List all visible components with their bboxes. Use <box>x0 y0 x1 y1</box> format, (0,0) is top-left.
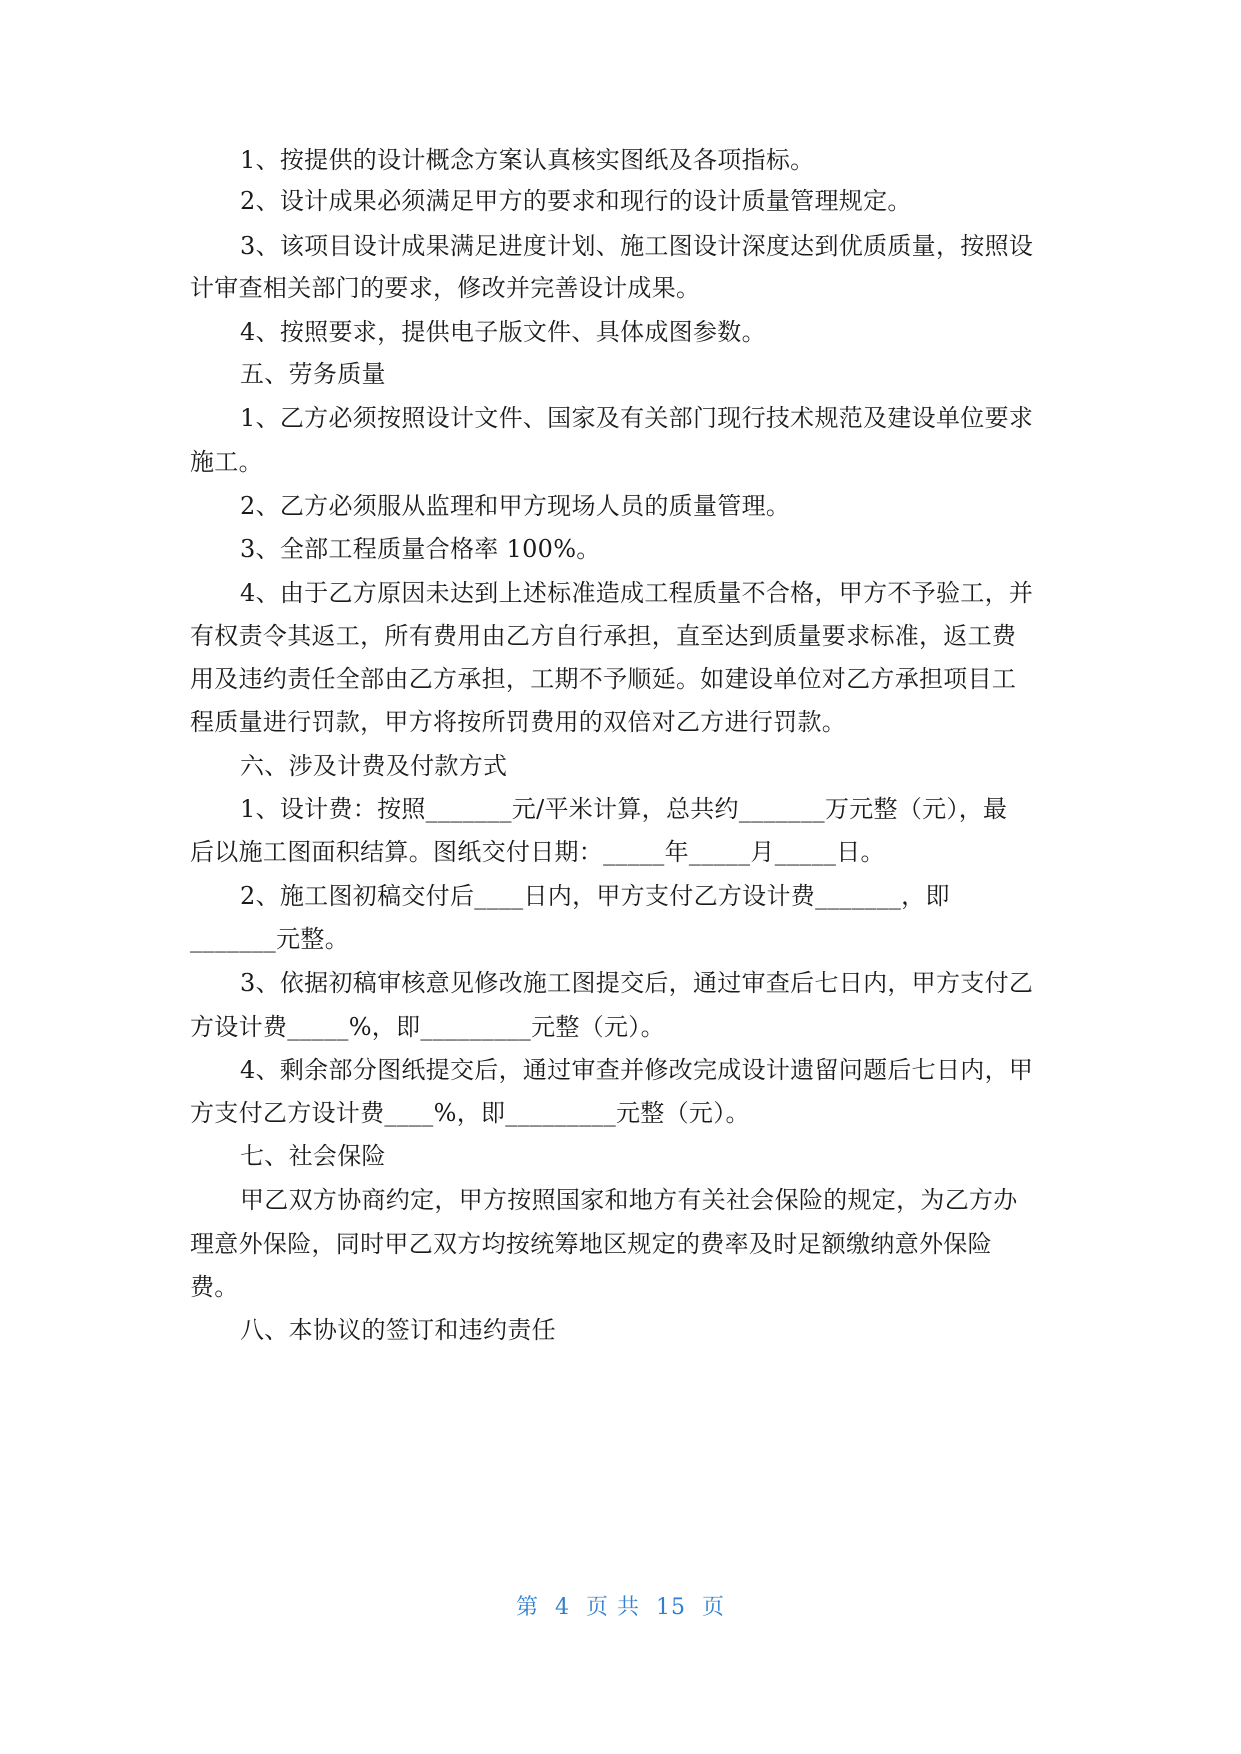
page-number-footer: 第 4 页 共 15 页 <box>516 1595 725 1620</box>
section-heading: 五、劳务质量 <box>240 360 386 388</box>
paragraph-line: 用及违约责任全部由乙方承担，工期不予顺延。如建设单位对乙方承担项目工 <box>190 665 1017 693</box>
paragraph-line: 4、由于乙方原因未达到上述标准造成工程质量不合格，甲方不予验工，并 <box>240 579 1034 607</box>
paragraph-line: 3、依据初稿审核意见修改施工图提交后，通过审查后七日内，甲方支付乙 <box>240 969 1034 997</box>
paragraph-line: 1、设计费：按照_______元/平米计算，总共约_______万元整（元），最 <box>240 795 1008 823</box>
paragraph-line: _______元整。 <box>190 925 349 953</box>
paragraph-line: 甲乙双方协商约定，甲方按照国家和地方有关社会保险的规定，为乙方办 <box>240 1186 1018 1214</box>
paragraph-line: 2、施工图初稿交付后____日内，甲方支付乙方设计费_______，即 <box>240 882 950 910</box>
paragraph-line: 程质量进行罚款，甲方将按所罚费用的双倍对乙方进行罚款。 <box>190 708 847 736</box>
paragraph-line: 施工。 <box>190 448 263 476</box>
paragraph-line: 计审查相关部门的要求，修改并完善设计成果。 <box>190 274 701 302</box>
paragraph-line: 2、乙方必须服从监理和甲方现场人员的质量管理。 <box>240 492 791 520</box>
section-heading: 六、涉及计费及付款方式 <box>240 752 508 780</box>
paragraph-line: 4、按照要求，提供电子版文件、具体成图参数。 <box>240 318 766 346</box>
paragraph-line: 3、该项目设计成果满足进度计划、施工图设计深度达到优质质量，按照设 <box>240 232 1034 260</box>
paragraph-line: 1、按提供的设计概念方案认真核实图纸及各项指标。 <box>240 146 815 174</box>
paragraph-line: 理意外保险，同时甲乙双方均按统筹地区规定的费率及时足额缴纳意外保险 <box>190 1230 992 1258</box>
paragraph-line: 后以施工图面积结算。图纸交付日期：_____年_____月_____日。 <box>190 838 885 866</box>
paragraph-line: 费。 <box>190 1273 239 1301</box>
paragraph-line: 方支付乙方设计费____%，即_________元整（元）。 <box>190 1099 750 1127</box>
paragraph-line: 2、设计成果必须满足甲方的要求和现行的设计质量管理规定。 <box>240 187 912 215</box>
section-heading: 八、本协议的签订和违约责任 <box>240 1316 556 1344</box>
paragraph-line: 1、乙方必须按照设计文件、国家及有关部门现行技术规范及建设单位要求 <box>240 404 1034 432</box>
paragraph-line: 有权责令其返工，所有费用由乙方自行承担，直至达到质量要求标准，返工费 <box>190 622 1017 650</box>
section-heading: 七、社会保险 <box>240 1142 386 1170</box>
paragraph-line: 3、全部工程质量合格率 100%。 <box>240 535 601 563</box>
paragraph-line: 方设计费_____%，即_________元整（元）。 <box>190 1013 665 1041</box>
paragraph-line: 4、剩余部分图纸提交后，通过审查并修改完成设计遗留问题后七日内，甲 <box>240 1056 1034 1084</box>
